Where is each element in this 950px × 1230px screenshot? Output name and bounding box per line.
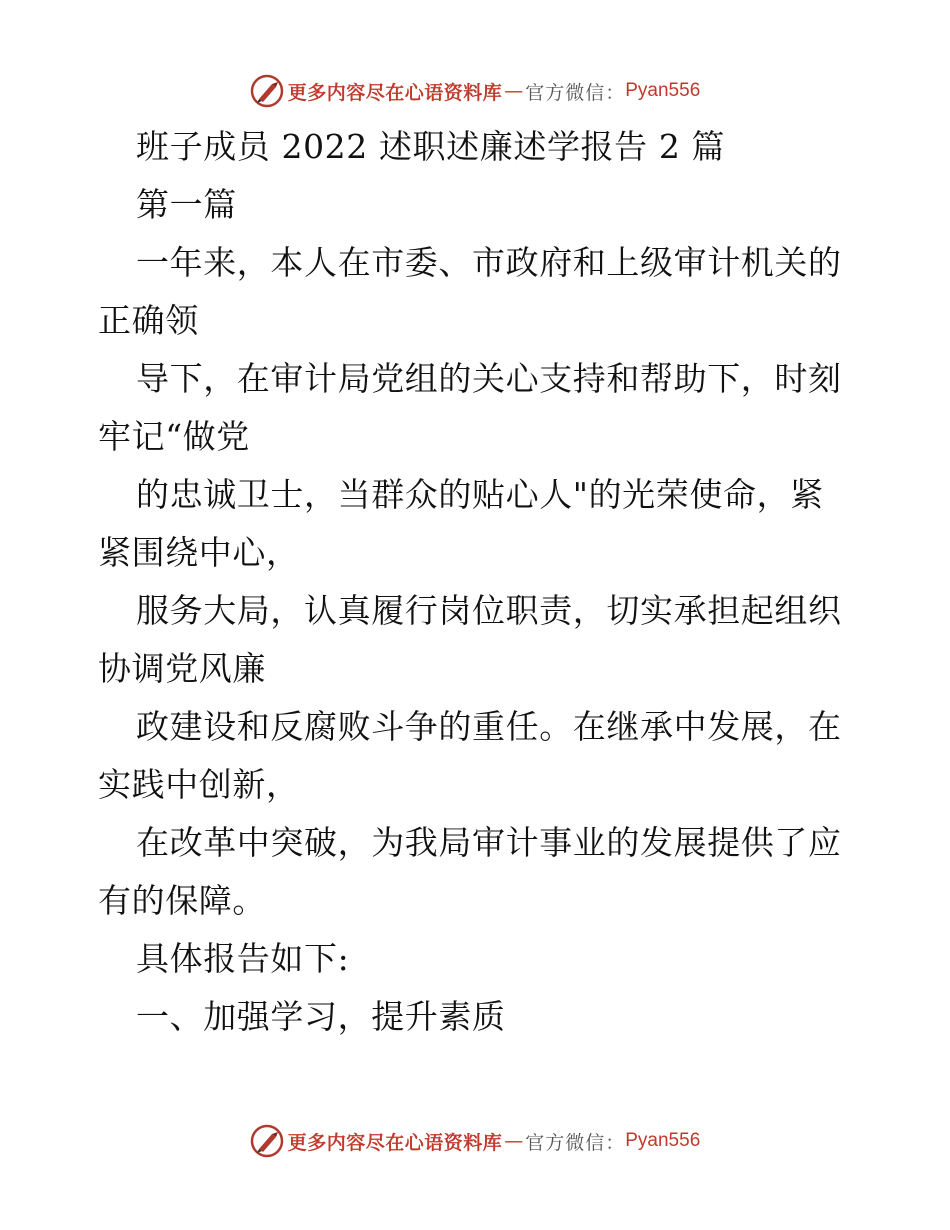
- header-banner: [0, 71, 950, 111]
- pen-logo-icon: [250, 1124, 284, 1158]
- paragraph-line: 紧围绕中心，: [98, 533, 300, 572]
- document-body: [98, 118, 852, 1046]
- banner-account: Pyan556: [625, 1130, 701, 1151]
- banner-account: Pyan556: [625, 80, 701, 101]
- paragraph-line: 正确领: [98, 301, 199, 340]
- subsection-heading: 一、加强学习，提升素质: [136, 997, 506, 1036]
- paragraph-line: 在改革中突破，为我局审计事业的发展提供了应: [136, 823, 842, 862]
- paragraph-line: 有的保障。: [98, 881, 266, 920]
- banner-brand-text: 更多内容尽在心语资料库: [287, 81, 503, 104]
- section-heading: 第一篇: [136, 185, 237, 224]
- banner-separator: —: [504, 1130, 524, 1152]
- banner-official-label: 官方微信：: [525, 81, 626, 104]
- paragraph-line: 一年来，本人在市委、市政府和上级审计机关的: [136, 243, 842, 282]
- paragraph-line: 实践中创新，: [98, 765, 300, 804]
- document-title: 班子成员 2022 述职述廉述学报告 2 篇: [136, 127, 726, 166]
- paragraph-line: 牢记“做党: [98, 417, 250, 456]
- paragraph-line: 导下，在审计局党组的关心支持和帮助下，时刻: [136, 359, 842, 398]
- paragraph-line: 服务大局，认真履行岗位职责，切实承担起组织: [136, 591, 842, 630]
- paragraph-line: 的忠诚卫士，当群众的贴心人"的光荣使命，紧: [136, 475, 824, 514]
- footer-banner: [0, 1121, 950, 1161]
- paragraph-line: 协调党风廉: [98, 649, 266, 688]
- banner-brand-text: 更多内容尽在心语资料库: [287, 1131, 503, 1154]
- paragraph-line: 具体报告如下:: [136, 939, 350, 978]
- pen-logo-icon: [250, 74, 284, 108]
- banner-separator: —: [504, 80, 524, 102]
- banner-official-label: 官方微信：: [525, 1131, 626, 1154]
- paragraph-line: 政建设和反腐败斗争的重任。在继承中发展，在: [136, 707, 842, 746]
